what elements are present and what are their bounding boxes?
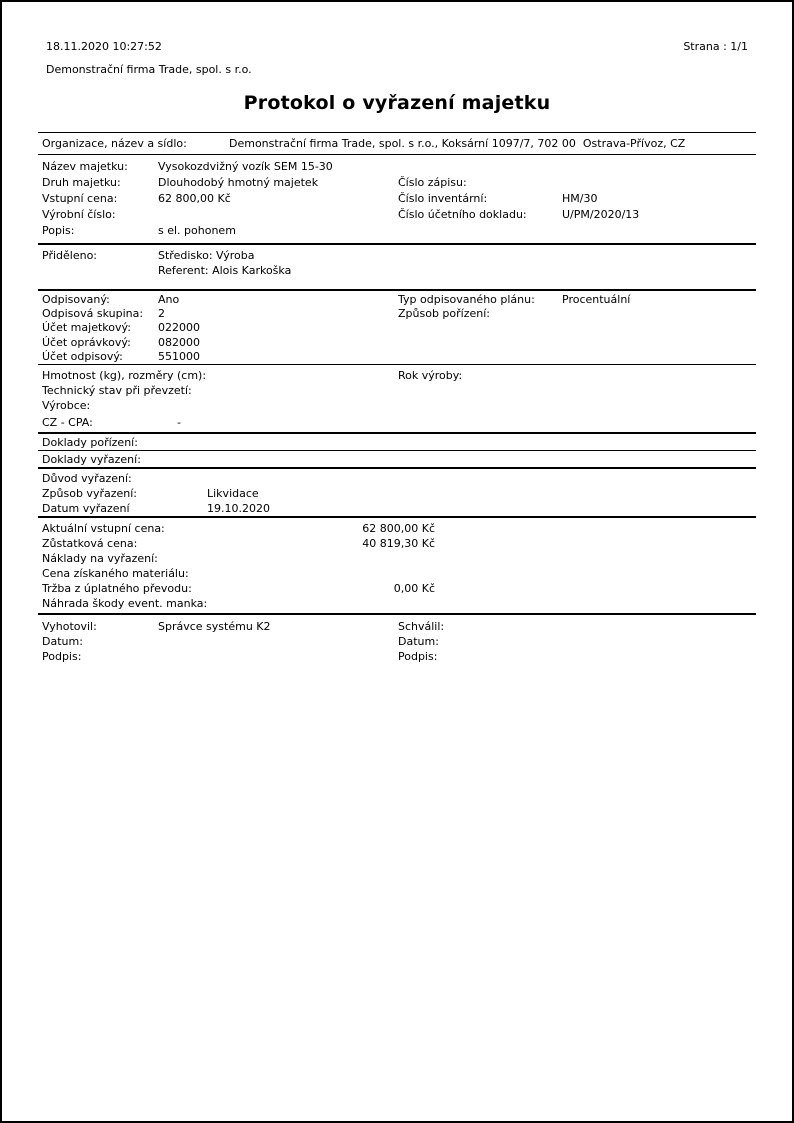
- technical-row: [38, 398, 756, 413]
- section-docs-disposal: [38, 451, 756, 467]
- field-value: 022000: [158, 321, 200, 335]
- values-row: [38, 581, 756, 596]
- depreciation-row: [38, 307, 756, 321]
- field-label: Výrobní číslo:: [42, 208, 116, 221]
- organization-row: [38, 136, 756, 152]
- field-value: U/PM/2020/13: [562, 208, 640, 221]
- field-label: Způsob vyřazení:: [42, 486, 137, 500]
- field-label: Tržba z úplatného převodu:: [42, 581, 192, 595]
- field-label: Schválil:: [398, 619, 445, 633]
- company-name: Demonstrační firma Trade, spol. s r.o.: [46, 63, 252, 76]
- section-values: [38, 518, 756, 613]
- technical-row: [38, 415, 756, 430]
- field-value: 62 800,00 Kč: [158, 192, 231, 205]
- page-number: Strana : 1/1: [683, 40, 748, 53]
- disposal-row: [38, 471, 756, 486]
- depreciation-row: [38, 293, 756, 307]
- field-label: Číslo zápisu:: [398, 176, 467, 189]
- section-signatures: [38, 615, 756, 668]
- field-label: CZ - CPA:: [42, 415, 93, 429]
- field-value: Ano: [158, 293, 180, 306]
- field-value: 62 800,00 Kč: [362, 521, 435, 535]
- field-value: 082000: [158, 335, 200, 349]
- field-label: Číslo inventární:: [398, 192, 488, 205]
- field-label: Důvod vyřazení:: [42, 471, 132, 485]
- values-row: [38, 566, 756, 581]
- technical-row: [38, 368, 756, 383]
- field-value: s el. pohonem: [158, 224, 236, 237]
- disposal-row: [38, 501, 756, 516]
- print-datetime: 18.11.2020 10:27:52: [46, 40, 162, 53]
- field-label: Vyhotovil:: [42, 619, 97, 633]
- signatures-row: [38, 649, 756, 664]
- docs-acquisition-row: [38, 435, 756, 450]
- section-asset: [38, 155, 756, 243]
- field-label: Přiděleno:: [42, 249, 97, 262]
- values-row: [38, 551, 756, 566]
- field-label: Organizace, název a sídlo:: [42, 137, 187, 150]
- asset-row: [38, 223, 756, 239]
- field-label: Cena získaného materiálu:: [42, 566, 189, 580]
- disposal-row: [38, 486, 756, 501]
- field-label: Výrobce:: [42, 398, 91, 412]
- field-value: Dlouhodobý hmotný majetek: [158, 176, 319, 189]
- section-organization: [38, 133, 756, 154]
- field-value: 2: [158, 307, 165, 321]
- assignment-row: [38, 263, 756, 278]
- values-row: [38, 536, 756, 551]
- field-value: 551000: [158, 349, 200, 363]
- field-label: Technický stav při převzetí:: [42, 383, 192, 397]
- field-value: Likvidace: [207, 486, 259, 500]
- field-label: Rok výroby:: [398, 368, 463, 382]
- field-label: Datum:: [42, 634, 83, 648]
- section-disposal: [38, 469, 756, 516]
- field-value: Správce systému K2: [158, 619, 271, 633]
- section-assignment: [38, 245, 756, 289]
- section-technical: [38, 365, 756, 432]
- field-label: Doklady pořízení:: [42, 435, 138, 449]
- field-value: HM/30: [562, 192, 598, 205]
- field-value: 19.10.2020: [207, 501, 270, 515]
- field-value: Procentuální: [562, 293, 631, 306]
- asset-row: [38, 175, 756, 191]
- report-header: [2, 2, 792, 76]
- field-value: 40 819,30 Kč: [362, 536, 435, 550]
- field-value: Vysokozdvižný vozík SEM 15-30: [158, 160, 333, 173]
- document-title: Protokol o vyřazení majetku: [243, 92, 551, 114]
- field-label: Aktuální vstupní cena:: [42, 521, 165, 535]
- field-label: Podpis:: [42, 649, 82, 663]
- asset-row: [38, 207, 756, 223]
- field-label: Zůstatková cena:: [42, 536, 138, 550]
- field-label: Vstupní cena:: [42, 192, 118, 205]
- asset-row: [38, 191, 756, 207]
- field-value: Demonstrační firma Trade, spol. s r.o., Koksární 1097/7, 702 00 Ostrava-Přívoz, CZ: [229, 137, 686, 150]
- field-label: Název majetku:: [42, 160, 128, 173]
- asset-row: [38, 159, 756, 175]
- values-row: [38, 596, 756, 611]
- field-label: Číslo účetního dokladu:: [398, 208, 527, 221]
- field-label: Odpisovaný:: [42, 293, 110, 306]
- field-value: -: [177, 415, 181, 429]
- signatures-row: [38, 619, 756, 634]
- field-value: 0,00 Kč: [393, 581, 435, 595]
- field-label: Datum:: [398, 634, 439, 648]
- field-label: Popis:: [42, 224, 75, 237]
- field-label: Druh majetku:: [42, 176, 121, 189]
- field-label: Hmotnost (kg), rozměry (cm):: [42, 368, 207, 382]
- depreciation-row: [38, 321, 756, 335]
- field-label: Odpisová skupina:: [42, 307, 144, 321]
- field-label: Datum vyřazení: [42, 501, 130, 515]
- field-label: Podpis:: [398, 649, 438, 663]
- field-label: Účet majetkový:: [42, 321, 131, 335]
- assignment-row: [38, 248, 756, 263]
- section-depreciation: [38, 291, 756, 364]
- field-value: Středisko: Výroba: [158, 249, 255, 262]
- field-label: Způsob pořízení:: [398, 307, 490, 321]
- field-label: Doklady vyřazení:: [42, 452, 141, 466]
- depreciation-row: [38, 336, 756, 350]
- values-row: [38, 521, 756, 536]
- signatures-row: [38, 634, 756, 649]
- field-label: Účet oprávkový:: [42, 335, 131, 349]
- depreciation-row: [38, 350, 756, 364]
- section-docs-acquisition: [38, 434, 756, 450]
- field-label: Typ odpisovaného plánu:: [398, 293, 535, 306]
- field-value: Referent: Alois Karkoška: [158, 264, 292, 277]
- report-body: [38, 132, 756, 668]
- technical-row: [38, 383, 756, 398]
- field-label: Účet odpisový:: [42, 349, 123, 363]
- field-label: Náklady na vyřazení:: [42, 551, 158, 565]
- field-label: Náhrada škody event. manka:: [42, 596, 208, 610]
- docs-disposal-row: [38, 452, 756, 467]
